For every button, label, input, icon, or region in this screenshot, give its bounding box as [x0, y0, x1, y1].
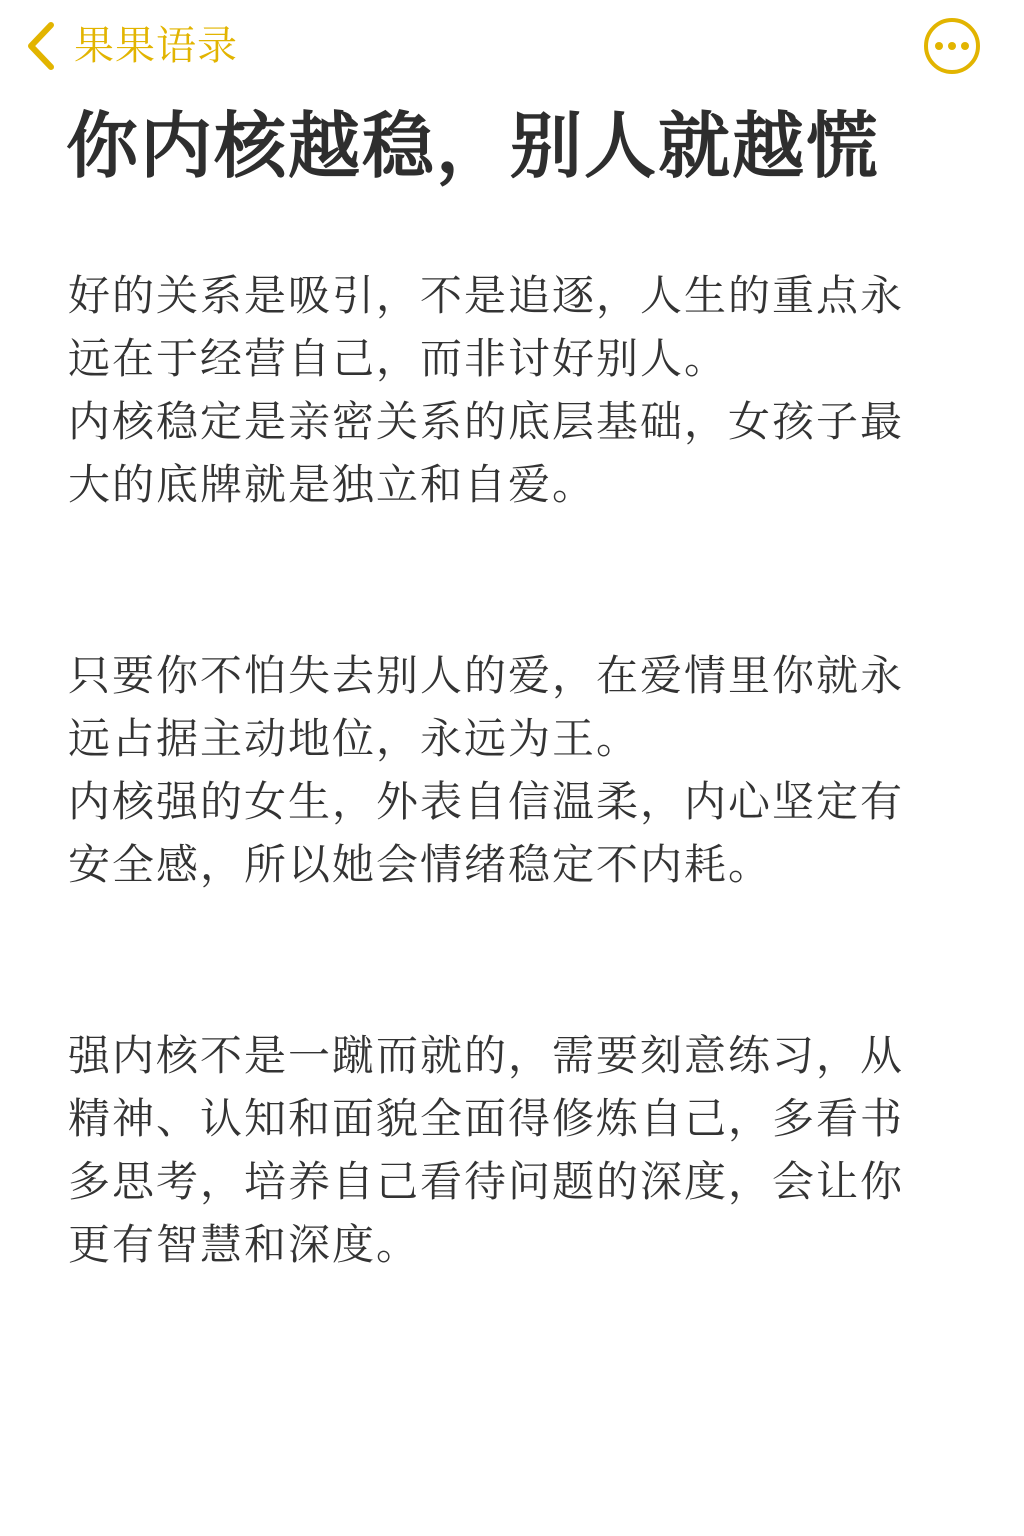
note-paragraph: 强内核不是一蹴而就的，需要刻意练习，从精神、认知和面貌全面得修炼自己，多看书多思考，培养自己看待问题的深度，会让你更有智慧和深度。 [68, 1031, 905, 1269]
more-icon-dot [948, 42, 956, 50]
note-paragraph: 只要你不怕失去别人的爱，在爱情里你就永远占据主动地位，永远为王。 内核强的女生，外表自信温柔，内心坚定有安全感，所以她会情绪稳定不内耗。 [68, 651, 905, 889]
more-icon-dot [961, 42, 969, 50]
back-label: 果果语录 [74, 23, 238, 69]
note-body [68, 264, 946, 1276]
navigation-bar [0, 0, 1024, 92]
note-paragraph: 好的关系是吸引，不是追逐，人生的重点永远在于经营自己，而非讨好别人。 内核稳定是亲密关系的底层基础，女孩子最大的底牌就是独立和自爱。 [68, 271, 905, 509]
more-button[interactable] [924, 18, 980, 74]
back-button[interactable] [18, 14, 238, 78]
more-icon [935, 42, 943, 50]
chevron-left-icon [18, 14, 62, 78]
paragraph-spacer [68, 896, 946, 1024]
note-title: 你内核越稳，别人就越慌 [66, 104, 881, 188]
paragraph-spacer [68, 516, 946, 644]
